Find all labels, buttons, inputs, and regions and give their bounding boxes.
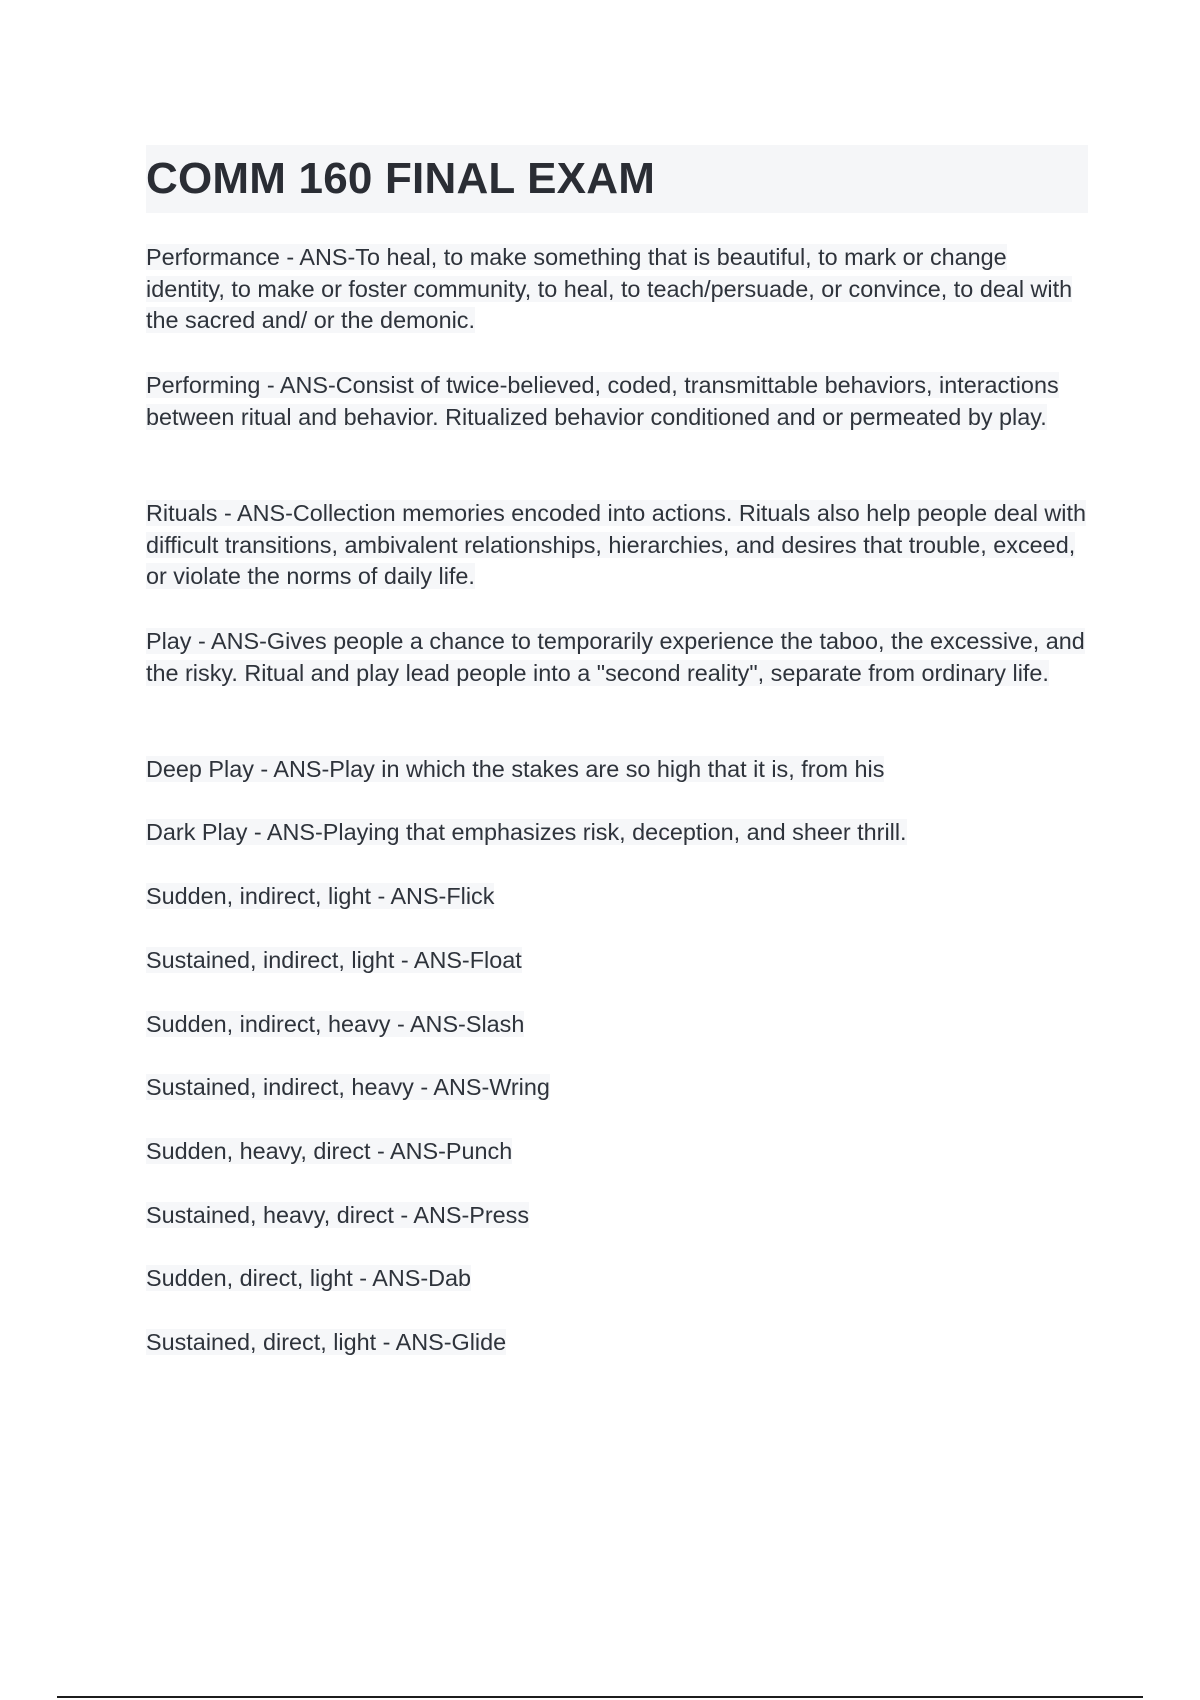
- entry-dab: [146, 1263, 1088, 1295]
- entry-text: Performing - ANS-Consist of twice-believed, coded, transmittable behaviors, interactions between ritual and behavior. Ritualized behavior conditioned and or permeated by play.: [146, 372, 1059, 430]
- entry-text: Sustained, indirect, light - ANS-Float: [146, 947, 522, 973]
- entry-rituals: [146, 498, 1088, 593]
- entry-text: Play - ANS-Gives people a chance to temporarily experience the taboo, the excessive, and the risky. Ritual and play lead people into a "second reality", separate from ordinary life.: [146, 628, 1085, 686]
- footer-divider: [57, 1696, 1143, 1698]
- entry-text: Sudden, indirect, light - ANS-Flick: [146, 883, 495, 909]
- entry-punch: [146, 1136, 1088, 1168]
- entry-text: Rituals - ANS-Collection memories encoded into actions. Rituals also help people deal with difficult transitions, ambivalent relationships, hierarchies, and desires that trouble, exceed, or violate the norms of daily life.: [146, 500, 1087, 590]
- entry-text: Performance - ANS-To heal, to make something that is beautiful, to mark or change identity, to make or foster community, to heal, to teach/persuade, or convince, to deal with the sacred and/ or the demonic.: [146, 244, 1073, 334]
- entry-text: Sudden, indirect, heavy - ANS-Slash: [146, 1011, 525, 1037]
- entry-performing: [146, 370, 1088, 465]
- entry-text: Sudden, heavy, direct - ANS-Punch: [146, 1138, 513, 1164]
- title-block: [146, 145, 1088, 213]
- document-title: COMM 160 FINAL EXAM: [146, 154, 656, 203]
- entry-slash: [146, 1009, 1088, 1041]
- entry-text: Sustained, heavy, direct - ANS-Press: [146, 1202, 530, 1228]
- entry-float: [146, 945, 1088, 977]
- entry-play: [146, 626, 1088, 721]
- entry-text: Dark Play - ANS-Playing that emphasizes risk, deception, and sheer thrill.: [146, 819, 907, 845]
- entry-text: Sudden, direct, light - ANS-Dab: [146, 1265, 472, 1291]
- entry-wring: [146, 1072, 1088, 1104]
- entry-flick: [146, 881, 1088, 913]
- entry-press: [146, 1200, 1088, 1232]
- entry-text: Deep Play - ANS-Play in which the stakes are so high that it is, from his: [146, 756, 885, 782]
- entry-deep-play: [146, 754, 1088, 786]
- entry-text: Sustained, indirect, heavy - ANS-Wring: [146, 1074, 550, 1100]
- entry-glide: [146, 1327, 1088, 1359]
- entry-dark-play: [146, 817, 1088, 849]
- entry-performance: [146, 242, 1088, 337]
- entry-text: Sustained, direct, light - ANS-Glide: [146, 1329, 507, 1355]
- entries-list: [146, 242, 1088, 1359]
